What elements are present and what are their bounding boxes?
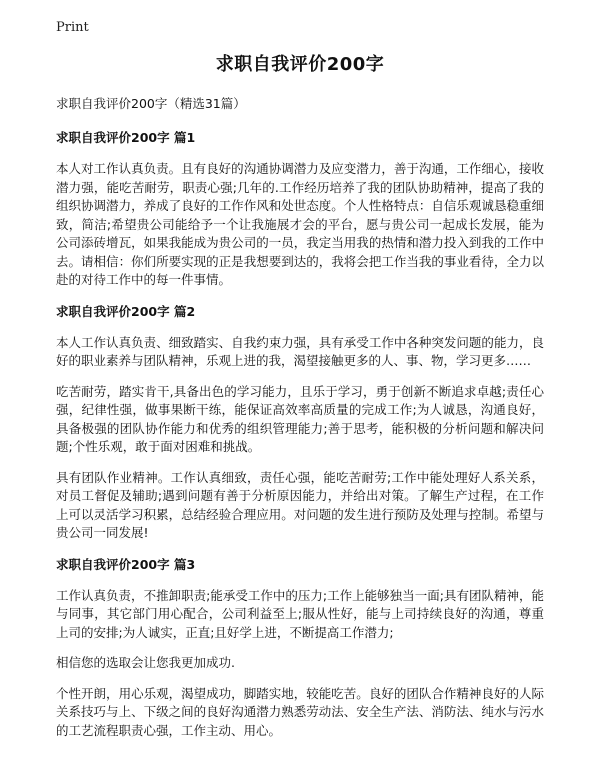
section-heading: 求职自我评价200字 篇3 xyxy=(56,556,196,572)
print-link[interactable]: Print xyxy=(56,20,89,35)
page-subtitle: 求职自我评价200字（精选31篇） xyxy=(56,96,246,111)
paragraph: 相信您的选取会让您我更加成功. xyxy=(56,655,235,670)
paragraph: 吃苦耐劳，踏实肯干,具备出色的学习能力，且乐于学习，勇于创新不断追求卓越;责任心强，纪律性强，做事果断干练，能保证高效率高质量的完成工作;为人诚恳，沟通良好，具备极强的团队协作能力和优秀的组织管理能力;善于思考，能积极的分析问题和解决问题;个性乐观，敢于面对困难和挑战。 xyxy=(56,383,544,454)
paragraph: 具有团队作业精神。工作认真细致，责任心强，能吃苦耐劳;工作中能处理好人系关系，对员工督促及辅助;遇到问题有善于分析原因能力，并给出对策。了解生产过程，在工作上可以灵活学习积累，总结经验合理应用。对问题的发生进行预防及处理与控制。希望与贵公司一同发展! xyxy=(56,469,544,540)
paragraph: 个性开朗，用心乐观，渴望成功，脚踏实地，较能吃苦。良好的团队合作精神良好的人际关系技巧与上、下级之间的良好沟通潜力熟悉劳动法、安全生产法、消防法、纯水与污水的工艺流程职责心强，工作主动、用心。 xyxy=(56,685,544,738)
section-heading: 求职自我评价200字 篇1 xyxy=(56,130,196,145)
document-page xyxy=(56,50,544,752)
paragraph: 本人对工作认真负责。且有良好的沟通协调潜力及应变潜力，善于沟通，工作细心，接收潜力强，能吃苦耐劳，职责心强;几年的.工作经历培养了我的团队协助精神，提高了我的组织协调潜力，养成了良好的工作作风和处世态度。个人性格特点：自信乐观诚恳稳重细致，简洁;希望贵公司能给予一个让我施展才会的平台，愿与贵公司一起成长发展，能为公司添砖增瓦，如果我能成为贵公司的一员，我定当用我的热情和潜力投入到我的工作中去。请相信：你们所要实现的正是我想要到达的，我将会把工作当我的事业看待，全力以赴的对待工作中的每一件事情。 xyxy=(56,161,544,287)
section-1 xyxy=(56,128,544,290)
paragraph: 工作认真负责，不推卸职责;能承受工作中的压力;工作上能够独当一面;具有团队精神，能与同事，其它部门用心配合，公司利益至上;服从性好，能与上司持续良好的沟通，尊重上司的安排;为人诚实，正直;且好学上进，不断提高工作潜力; xyxy=(56,587,544,640)
section-heading: 求职自我评价200字 篇2 xyxy=(56,303,196,319)
section-3 xyxy=(56,555,544,741)
section-2 xyxy=(56,302,544,543)
paragraph: 本人工作认真负责、细致踏实、自我约束力强，具有承受工作中各种突发问题的能力，良好的职业素养与团队精神，乐观上进的我，渴望接触更多的人、事、物，学习更多…… xyxy=(56,334,544,368)
page-title: 求职自我评价200字 xyxy=(215,54,385,75)
